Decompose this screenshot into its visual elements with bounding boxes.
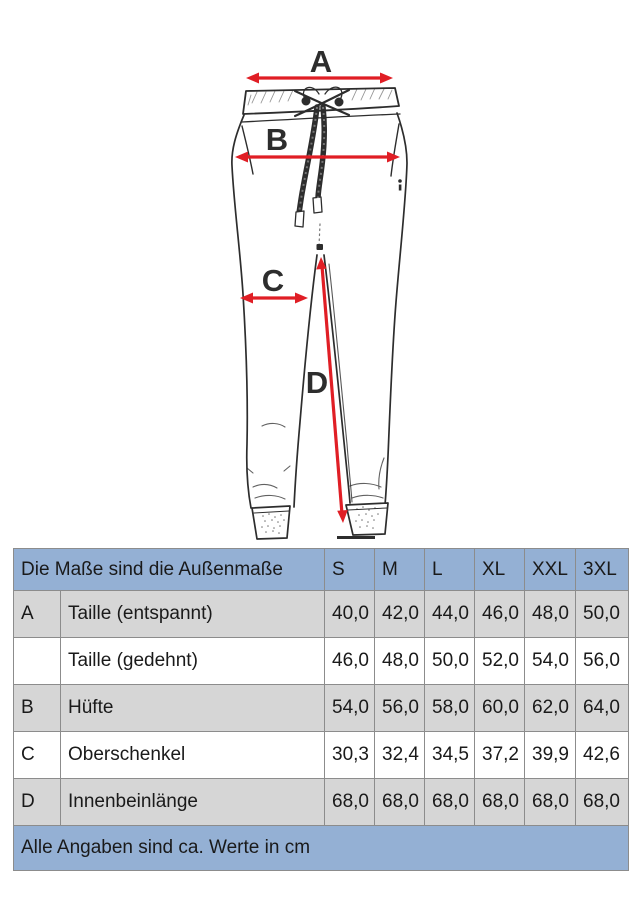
value-cell: 48,0 — [525, 591, 576, 638]
crotch-knot — [317, 244, 324, 250]
value-cell: 68,0 — [576, 779, 629, 826]
table-footer-note: Alle Angaben sind ca. Werte in cm — [14, 826, 629, 871]
size-header-xl: XL — [475, 549, 525, 591]
value-cell: 68,0 — [375, 779, 425, 826]
value-cell: 40,0 — [325, 591, 375, 638]
row-letter: B — [14, 685, 61, 732]
size-header-m: M — [375, 549, 425, 591]
value-cell: 37,2 — [475, 732, 525, 779]
row-label: Taille (gedehnt) — [61, 638, 325, 685]
value-cell: 56,0 — [576, 638, 629, 685]
row-label: Oberschenkel — [61, 732, 325, 779]
value-cell: 60,0 — [475, 685, 525, 732]
fabric-wrinkles — [247, 423, 384, 499]
value-cell: 39,9 — [525, 732, 576, 779]
value-cell: 54,0 — [525, 638, 576, 685]
value-cell: 50,0 — [425, 638, 475, 685]
right-pocket-slit — [391, 124, 399, 176]
size-header-s: S — [325, 549, 375, 591]
value-cell: 42,6 — [576, 732, 629, 779]
table-footer-row — [14, 826, 629, 871]
measure-label-a: A — [309, 44, 333, 79]
arrow-b-head-left — [235, 152, 248, 163]
cord-aglet-left — [295, 211, 304, 227]
size-header-xxl: XXL — [525, 549, 576, 591]
table-row — [14, 685, 629, 732]
size-table — [13, 548, 629, 871]
table-header-row — [14, 549, 629, 591]
eyelet-right — [335, 98, 344, 107]
brand-logo-mark-2 — [399, 185, 402, 191]
brand-logo-mark — [398, 179, 402, 183]
row-label: Hüfte — [61, 685, 325, 732]
value-cell: 68,0 — [325, 779, 375, 826]
row-label: Innenbeinlänge — [61, 779, 325, 826]
value-cell: 48,0 — [375, 638, 425, 685]
row-letter: A — [14, 591, 61, 638]
arrow-c-head-left — [240, 293, 253, 304]
row-label: Taille (entspannt) — [61, 591, 325, 638]
value-cell: 44,0 — [425, 591, 475, 638]
value-cell: 56,0 — [375, 685, 425, 732]
table-title-cell: Die Maße sind die Außenmaße — [14, 549, 325, 591]
value-cell: 42,0 — [375, 591, 425, 638]
measure-label-d: D — [305, 365, 329, 400]
value-cell: 32,4 — [375, 732, 425, 779]
arrow-c-head-right — [295, 293, 308, 304]
value-cell: 46,0 — [475, 591, 525, 638]
value-cell: 68,0 — [525, 779, 576, 826]
table-row — [14, 732, 629, 779]
measure-label-c: C — [261, 263, 285, 298]
size-header-3xl: 3XL — [576, 549, 629, 591]
value-cell: 62,0 — [525, 685, 576, 732]
size-header-l: L — [425, 549, 475, 591]
arrow-a-head-right — [380, 73, 393, 84]
value-cell: 58,0 — [425, 685, 475, 732]
value-cell: 68,0 — [425, 779, 475, 826]
row-letter: C — [14, 732, 61, 779]
value-cell: 50,0 — [576, 591, 629, 638]
value-cell: 46,0 — [325, 638, 375, 685]
eyelet-left — [302, 97, 311, 106]
left-pocket-slit — [242, 126, 253, 174]
value-cell: 52,0 — [475, 638, 525, 685]
table-row — [14, 779, 629, 826]
value-cell: 30,3 — [325, 732, 375, 779]
value-cell: 34,5 — [425, 732, 475, 779]
value-cell: 64,0 — [576, 685, 629, 732]
pants-sketch — [232, 87, 407, 539]
left-outer-edge — [232, 115, 251, 508]
table-row — [14, 638, 629, 685]
center-seam-dotted — [319, 224, 320, 246]
row-letter — [14, 638, 61, 685]
arrow-d-head-bottom — [337, 510, 348, 523]
arrow-a-head-left — [246, 73, 259, 84]
value-cell: 68,0 — [475, 779, 525, 826]
inseam-baseline — [337, 536, 375, 539]
cord-aglet-right — [313, 197, 322, 213]
measure-label-b: B — [265, 122, 289, 157]
table-row — [14, 591, 629, 638]
right-outer-edge — [385, 113, 407, 505]
value-cell: 54,0 — [325, 685, 375, 732]
row-letter: D — [14, 779, 61, 826]
